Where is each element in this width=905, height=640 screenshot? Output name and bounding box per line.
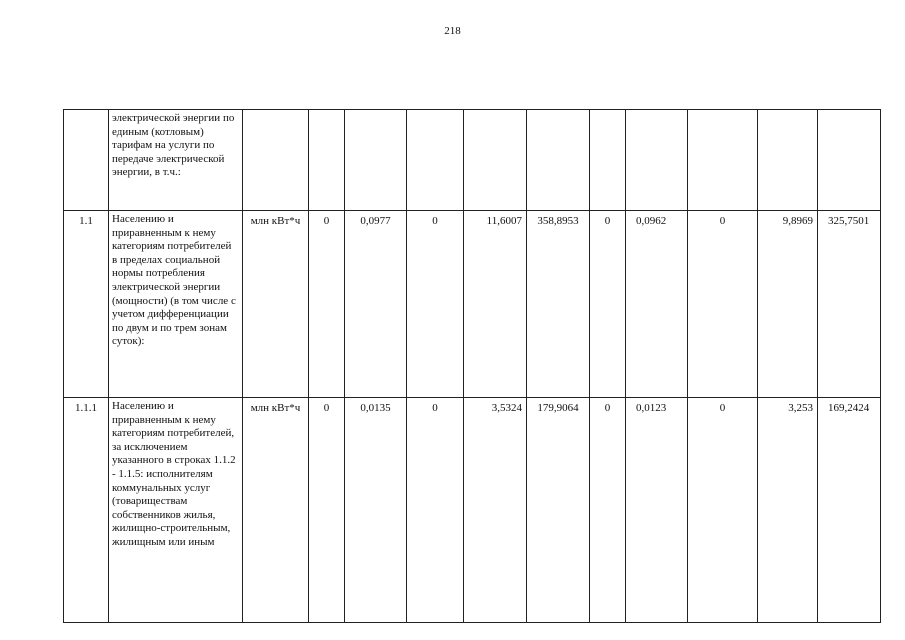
value-cell: 3,5324: [464, 398, 527, 623]
value-cell: [818, 110, 881, 211]
row-number: 1.1: [64, 211, 109, 398]
value-cell: 0: [590, 211, 626, 398]
value-cell: 0,0962: [626, 211, 688, 398]
tariff-table: [63, 109, 881, 623]
value-cell: 0: [407, 211, 464, 398]
value-cell: 0: [688, 211, 758, 398]
value-cell: [407, 110, 464, 211]
value-cell: 3,253: [758, 398, 818, 623]
row-number: [64, 110, 109, 211]
value-cell: [758, 110, 818, 211]
row-description: Населению и приравненным к нему категориям потребителей, за исключением указанного в строках 1.1.2 - 1.1.5: исполнителям коммунальных услуг (товариществам собственников жилья, жилищно-строительным, жилищным или иным: [109, 398, 243, 623]
row-description: Населению и приравненным к нему категориям потребителей в пределах социальной нормы потребления электрической энергии (мощности) (в том числе с учетом дифференциации по двум и по трем зонам суток):: [109, 211, 243, 398]
value-cell: 0,0977: [345, 211, 407, 398]
row-unit: [243, 110, 309, 211]
value-cell: 0,0135: [345, 398, 407, 623]
value-cell: [464, 110, 527, 211]
value-cell: 0: [309, 398, 345, 623]
value-cell: 0: [590, 398, 626, 623]
table-row: [64, 110, 881, 211]
value-cell: 358,8953: [527, 211, 590, 398]
value-cell: 169,2424: [818, 398, 881, 623]
value-cell: [590, 110, 626, 211]
row-description: электрической энергии по единым (котловым) тарифам на услуги по передаче электрической энергии, в т.ч.:: [109, 110, 243, 211]
value-cell: [309, 110, 345, 211]
value-cell: 0,0123: [626, 398, 688, 623]
row-unit: млн кВт*ч: [243, 211, 309, 398]
value-cell: [626, 110, 688, 211]
table-row: [64, 211, 881, 398]
value-cell: [688, 110, 758, 211]
value-cell: 179,9064: [527, 398, 590, 623]
value-cell: [345, 110, 407, 211]
row-unit: млн кВт*ч: [243, 398, 309, 623]
page-number: 218: [444, 25, 461, 37]
value-cell: 9,8969: [758, 211, 818, 398]
row-number: 1.1.1: [64, 398, 109, 623]
value-cell: 0: [688, 398, 758, 623]
table-row: [64, 398, 881, 623]
value-cell: 0: [407, 398, 464, 623]
value-cell: 325,7501: [818, 211, 881, 398]
value-cell: 11,6007: [464, 211, 527, 398]
value-cell: [527, 110, 590, 211]
value-cell: 0: [309, 211, 345, 398]
